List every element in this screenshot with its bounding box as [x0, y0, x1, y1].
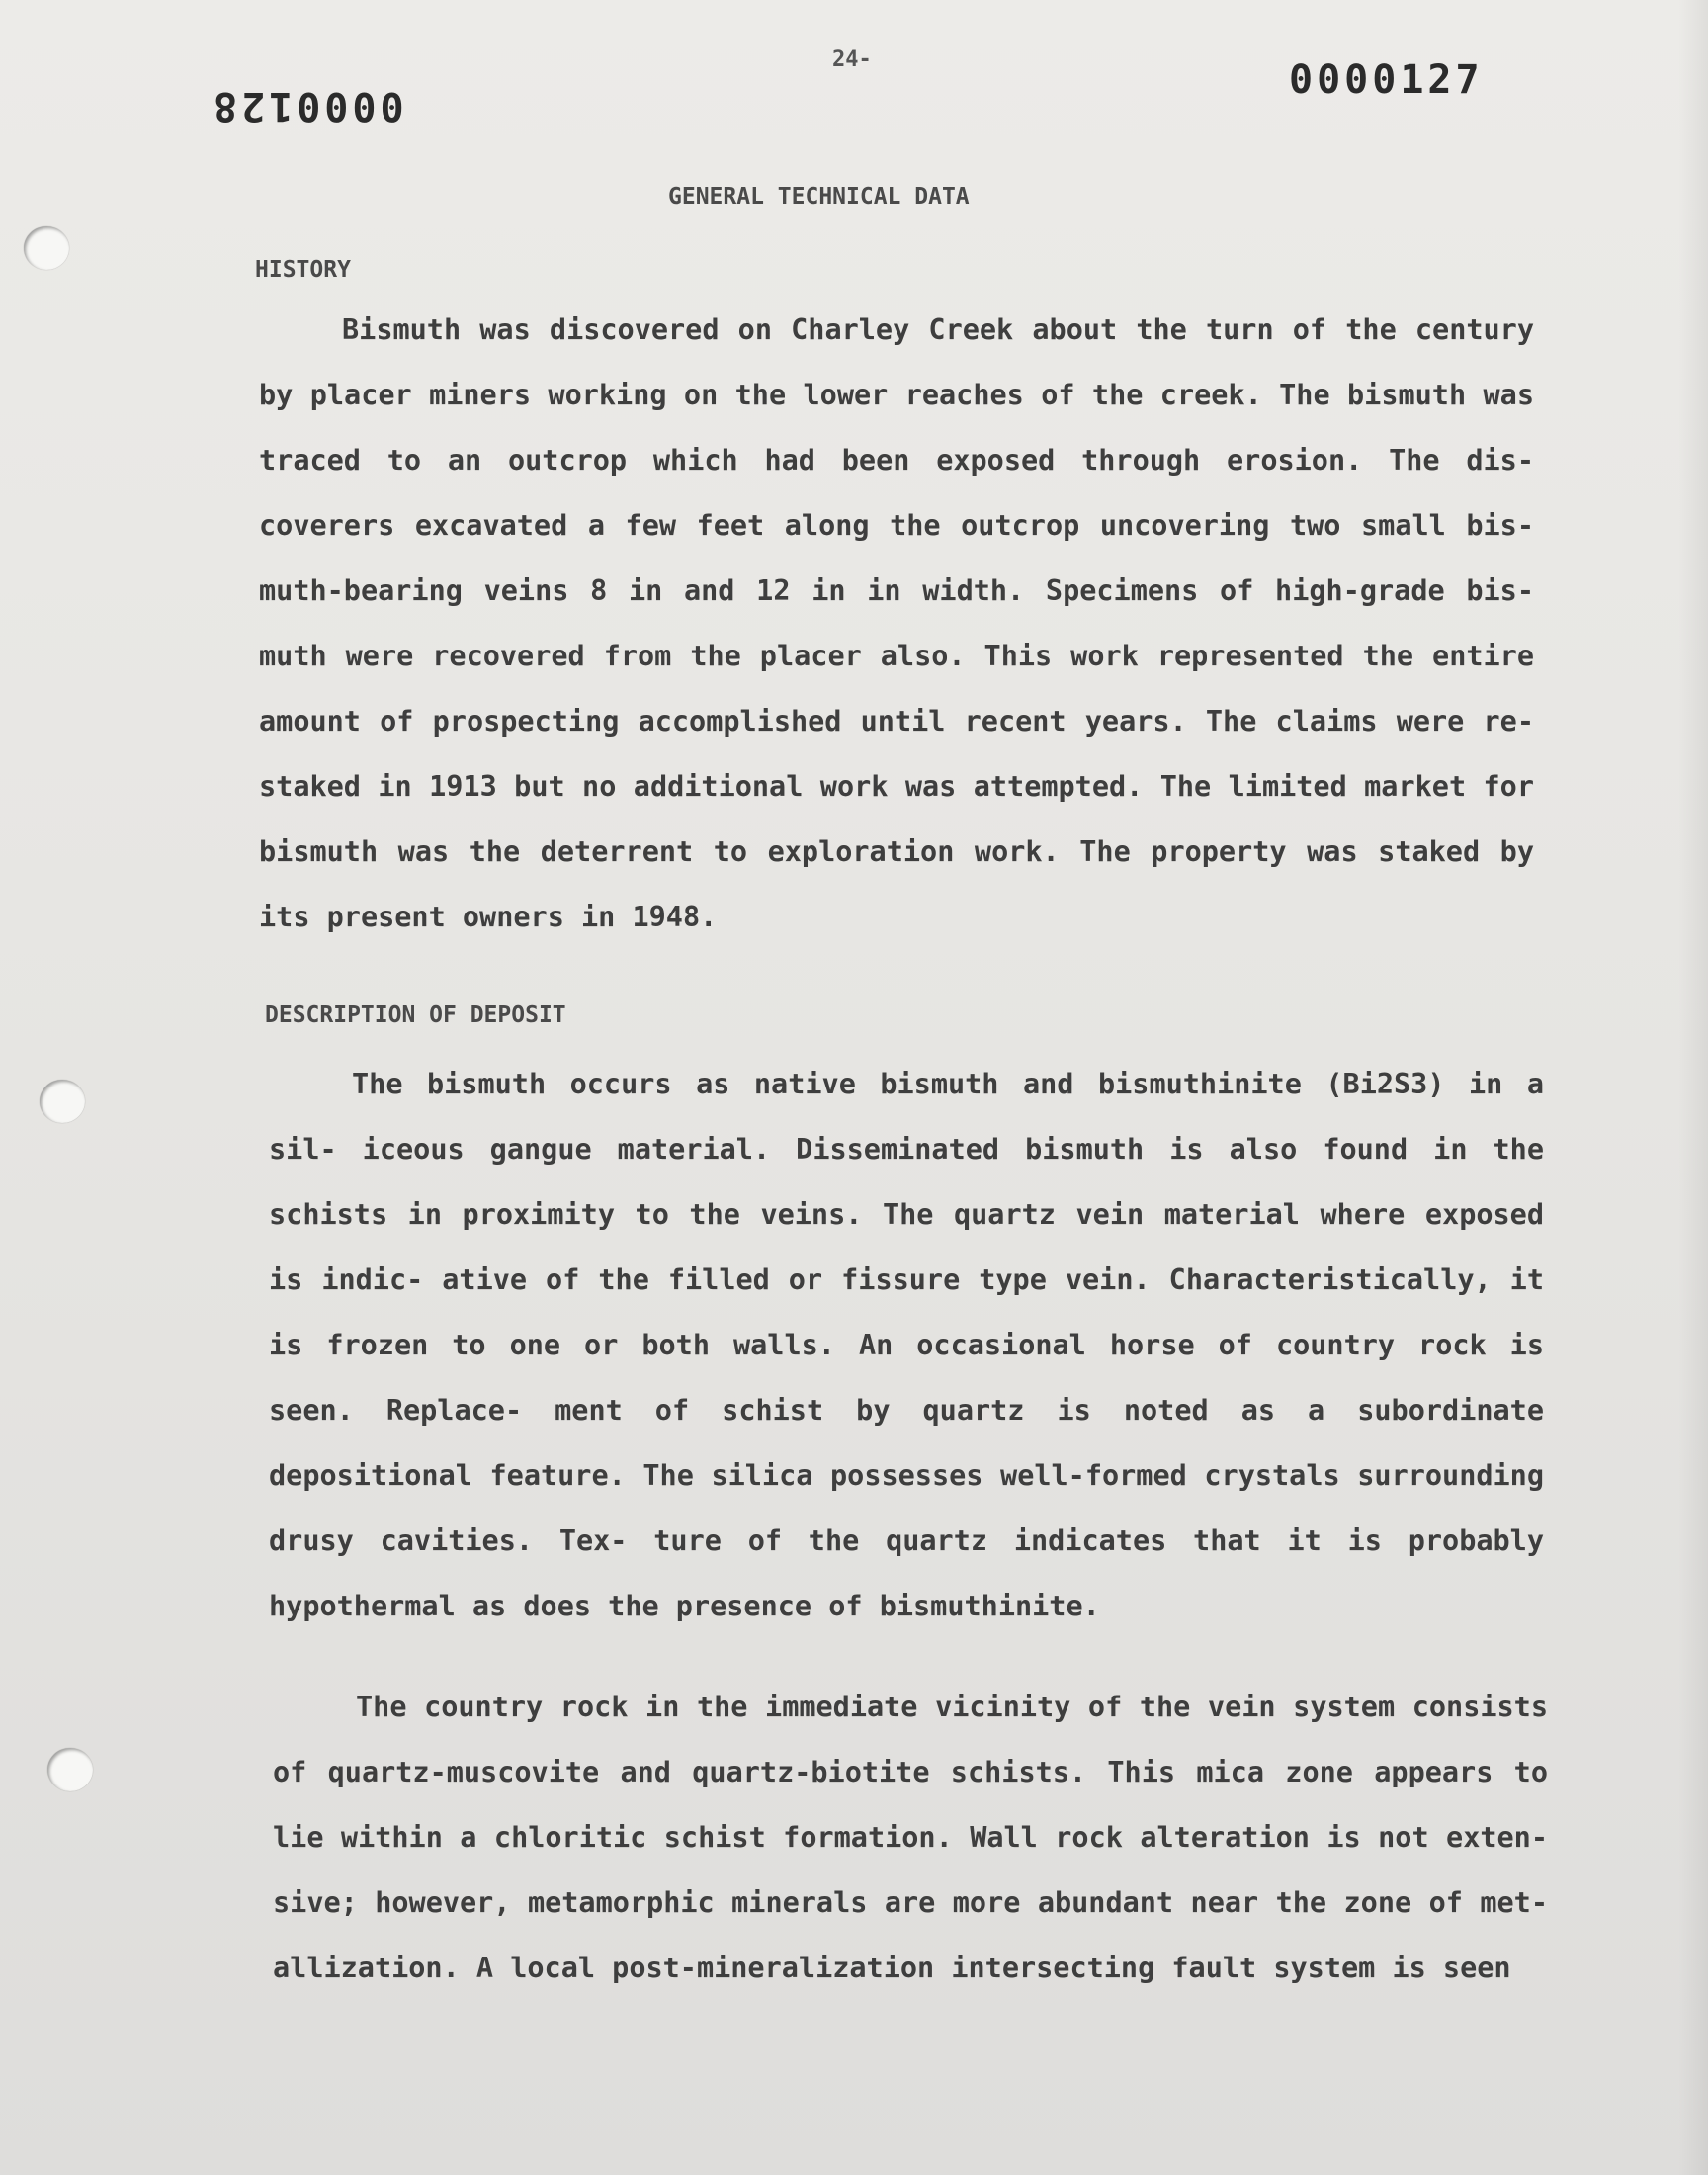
page-number: 24- [832, 47, 872, 72]
punch-hole-middle [40, 1080, 85, 1123]
section-heading-deposit: DESCRIPTION OF DEPOSIT [265, 1002, 566, 1028]
document-title: GENERAL TECHNICAL DATA [668, 184, 970, 210]
bates-stamp-left: 0000128 [210, 83, 404, 129]
punch-hole-bottom [47, 1748, 93, 1791]
history-paragraph: Bismuth was discovered on Charley Creek about the turn of the century by placer miners working on the lower reaches of the creek. The bismuth was traced to an outcrop which had been exposed through erosion. The dis- coverers excavated a few feet along the outcrop uncovering two small bis- muth-bearing veins 8 in and 12 in in width. Specimens of high-grade bis- muth were recovered from the placer also. This work represented the entire amount of prospecting accomplished until recent years. The claims were re- staked in 1913 but no additional work was attempted. The limited market for bismuth was the deterrent to exploration work. The property was staked by its present owners in 1948. [259, 313, 1534, 933]
bates-stamp-right: 0000127 [1289, 57, 1484, 103]
deposit-paragraph-1: The bismuth occurs as native bismuth and bismuthinite (Bi2S3) in a sil- iceous gangue material. Disseminated bismuth is also found in the schists in proximity to the veins. The quartz vein material where exposed is indic- ative of the filled or fissure type vein. Characteristically, it is frozen to one or both walls. An occasional horse of country rock is seen. Replace- ment of schist by quartz is noted as a subordinate depositional feature. The silica possesses well-formed crystals surrounding drusy cavities. Tex- ture of the quartz indicates that it is probably hypothermal as does the presence of bismuthinite. [269, 1068, 1544, 1622]
page-edge-shadow [1678, 0, 1708, 2175]
punch-hole-top [24, 226, 69, 270]
deposit-paragraph-2: The country rock in the immediate vicinity of the vein system consists of quartz-muscovite and quartz-biotite schists. This mica zone appears to lie within a chloritic schist formation. Wall rock alteration is not exten- sive; however, metamorphic minerals are more abundant near the zone of met- allization. A local post-mineralization intersecting fault system is seen [273, 1691, 1548, 1984]
section-heading-history: HISTORY [255, 257, 351, 283]
